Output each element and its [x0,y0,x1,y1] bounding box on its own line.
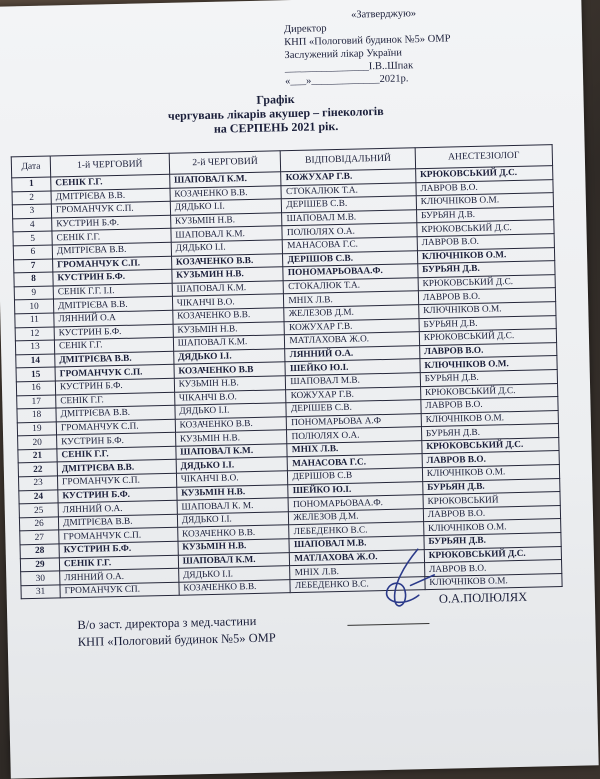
date-cell: 9 [14,286,53,300]
anesthesiologist-cell: БУРЬЯН Д.В. [423,478,560,495]
date-cell: 14 [16,354,55,368]
responsible-cell: ДЕРІШЕВ С.В. [286,400,421,417]
date-cell: 1 [12,177,51,191]
responsible-cell: ЛЕБЕДЕНКО В.С. [290,576,425,593]
date-cell: 25 [19,503,58,517]
title-line-1: Графік [256,91,295,107]
handwritten-signature [374,545,446,617]
title-line-2: чергувань лікарів акушер – гінекологів [167,103,384,123]
second-duty-cell: ДЯДЬКО І.І. [177,512,289,528]
second-duty-cell: КОЗАЧЕНКО В.В. [175,416,287,432]
first-duty-cell: ДМІТРІЄВА В.В. [51,188,170,204]
anesthesiologist-cell: БУРЬЯН Д.В. [424,533,561,550]
anesthesiologist-cell: КЛЮЧНІКОВ О.М. [420,356,557,373]
date-cell: 8 [14,272,53,286]
second-duty-cell: КУЗЬМІН Н.В. [178,539,290,555]
second-duty-cell: КУЗЬМІН Н.В. [170,213,282,229]
first-duty-cell: СЕНІК Г.Г. [59,555,178,571]
anesthesiologist-cell: ЛАВРОВ В.О. [424,560,561,577]
date-cell: 26 [19,517,58,531]
responsible-cell: МАТЛАХОВА Ж.О. [285,332,420,349]
second-duty-cell: ДЯДЬКО І.І. [176,457,288,473]
anesthesiologist-cell: КРЮКОВСЬКИЙ Д.С. [420,383,557,400]
date-cell: 18 [17,408,56,422]
date-cell: 7 [14,259,53,273]
responsible-cell: ШАПОВАЛ М.В. [286,373,421,390]
responsible-cell: МАНАСОВА Г.С. [283,237,418,254]
responsible-cell: ПОНОМАРЬОВА А.Ф [287,413,422,430]
anesthesiologist-cell: КРЮКОВСЬКИЙ [423,492,560,509]
header-anesthesiologist: АНЕСТЕЗІОЛОГ [415,145,553,169]
anesthesiologist-cell: БУРЬЯН Д.В. [419,315,556,332]
table-body [12,166,562,600]
first-duty-cell: ЛЯННИЙ О.А. [60,568,179,584]
second-duty-cell: КУЗЬМІН Н.В. [177,484,289,500]
anesthesiologist-cell: ЛАВРОВ В.О. [422,451,559,468]
second-duty-cell: ШАПОВАЛ К.М. [171,226,283,242]
first-duty-cell: ГРОМАНЧУК С.П. [55,365,174,381]
second-duty-cell: КУЗЬМИН Н.В. [172,267,284,283]
first-duty-cell: СЕНІК Г.Г. І.І. [53,283,172,299]
second-duty-cell: ШАПОВАЛ К.М. [178,552,290,568]
second-duty-cell: ШАПОВАЛ К.М. [176,444,288,460]
second-duty-cell: КОЗАЧЕНКО В.В. [170,185,282,201]
responsible-cell: ШЕЙКО Ю.І. [288,481,423,498]
approval-honor-title: Заслужений лікар України [284,47,403,62]
second-duty-cell: КОЗАЧЕНКО В.В. [177,525,289,541]
footer-block [77,606,558,651]
second-duty-cell: КУЗЬМІН Н.В. [175,430,287,446]
date-cell: 10 [14,299,53,313]
second-duty-cell: ШАПОВАЛ К.М. [172,281,284,297]
anesthesiologist-cell: КЛЮЧНІКОВ О.М. [421,410,558,427]
second-duty-cell: КОЗАЧЕНКО В.В. [171,253,283,269]
anesthesiologist-cell: ЛАВРОВ В.О. [419,342,556,359]
responsible-cell: ПОНОМАРЬОВАА.Ф. [288,495,423,512]
header-second-duty: 2-й ЧЕРГОВИЙ [169,151,281,175]
date-cell: 28 [20,544,59,558]
anesthesiologist-cell: КЛЮЧНІКОВ О.М. [423,519,560,536]
first-duty-cell: КУСТРИН Б.Ф. [54,324,173,340]
first-duty-cell: ЛЯННИЙ О.А. [58,500,177,516]
second-duty-cell: ЧІКАНЧІ В.О. [172,294,284,310]
second-duty-cell: ДЯДЬКО І.І. [170,199,282,215]
anesthesiologist-cell: ЛАВРОВ В.О. [423,505,560,522]
anesthesiologist-cell: КЛЮЧНІКОВ О.М. [425,573,562,590]
anesthesiologist-cell: БУРЬЯН Д.В. [418,261,555,278]
responsible-cell: МНІХ Л.В. [287,441,422,458]
anesthesiologist-cell: БУРЬЯН Д.В. [416,206,553,223]
first-duty-cell: КУСТРИН Б.Ф. [59,541,178,557]
date-cell: 21 [18,449,57,463]
first-duty-cell: КУСТРИН Б.Ф. [53,269,172,285]
second-duty-cell: ДЯДЬКО І.І. [173,348,285,364]
responsible-cell: ЛЕБЕДЕНКО В.С. [289,522,424,539]
date-cell: 24 [19,490,58,504]
first-duty-cell: ГРОМАНЧУК С.П. [56,419,175,435]
responsible-cell: ПОЛЮЛЯХ О.А. [287,427,422,444]
date-cell: 22 [18,462,57,476]
date-cell: 30 [21,571,60,585]
anesthesiologist-cell: КРЮКОВСЬКИЙ Д.С. [419,329,556,346]
footer-position: В/о заст. директора з мед.частини [77,613,257,633]
approval-stamp: «Затверджую» [350,8,417,21]
first-duty-cell: КУСТРИН Б.Ф. [55,378,174,394]
header-date: Дата [11,156,50,178]
first-duty-cell: ДМІТРІЄВА В.В. [52,242,171,258]
responsible-cell: ШАПОВАЛ М.В. [282,210,417,227]
second-duty-cell: ЧІКАНЧІ В.О. [174,389,286,405]
responsible-cell: ДЕРІШОВ С.В [288,468,423,485]
date-cell: 27 [20,530,59,544]
date-cell: 4 [13,218,52,232]
responsible-cell: МАТЛАХОВА Ж.О. [290,549,425,566]
date-cell: 29 [20,558,59,572]
responsible-cell: ШЕЙКО Ю.І. [285,359,420,376]
anesthesiologist-cell: КЛЮЧНІКОВ О.М. [416,193,553,210]
header-responsible: ВІДПОВІДАЛЬНИЙ [281,148,416,172]
responsible-cell: ЖЕЛЕЗОВ Д.М. [289,508,424,525]
first-duty-cell: ГРОМАНЧУК СП. [60,582,179,598]
approval-director: Директор [283,23,327,36]
signer-name: О.А.ПОЛЮЛЯХ [438,589,528,606]
date-cell: 20 [18,435,57,449]
second-duty-cell: КУЗЬМІН Н.В. [173,321,285,337]
first-duty-cell: ДМІТРІЄВА В.В. [58,514,177,530]
second-duty-cell: ШАПОВАЛ К. М. [177,498,289,514]
date-cell: 5 [13,231,52,245]
anesthesiologist-cell: КЛЮЧНІКОВ О.М. [422,465,559,482]
first-duty-cell: ГРОМАНЧУК С.П. [57,473,176,489]
first-duty-cell: ЛЯННИЙ О.А [54,310,173,326]
date-cell: 16 [16,381,55,395]
responsible-cell: КОЖУХАР Г.В. [281,169,416,186]
date-cell: 2 [12,191,51,205]
anesthesiologist-cell: КРЮКОВСЬКИЙ Д.С. [424,546,561,563]
first-duty-cell: ДМІТРІЄВА В.В. [53,297,172,313]
responsible-cell: СТОКАЛЮК Т.А. [281,182,416,199]
first-duty-cell: КУСТРИН Б.Ф. [58,487,177,503]
anesthesiologist-cell: БУРЬЯН Д.В. [420,369,557,386]
date-cell: 23 [18,476,57,490]
anesthesiologist-cell: БУРЬЯН Д.В. [421,424,558,441]
date-cell: 31 [21,585,60,599]
second-duty-cell: ШАПОВАЛ К.М. [169,172,281,188]
first-duty-cell: КУСТРИН Б.Ф. [57,433,176,449]
anesthesiologist-cell: КРЮКОВСЬКИЙ Д.С. [417,220,554,237]
responsible-cell: ПОНОМАРЬОВАА.Ф. [283,264,418,281]
first-duty-cell: ДМІТРІЄВА В.В. [55,351,174,367]
responsible-cell: МНІХ Л.В. [284,291,419,308]
second-duty-cell: КУЗЬМІН Н.В. [174,376,286,392]
approval-signature-line: ________________І.В..Шпак [284,60,414,75]
anesthesiologist-cell: КЛЮЧНІКОВ О.М. [419,302,556,319]
first-duty-cell: ГРОМАНЧУК С.П. [53,256,172,272]
anesthesiologist-cell: ЛАВРОВ В.О. [417,234,554,251]
first-duty-cell: СЕНІК Г.Г. [56,392,175,408]
anesthesiologist-cell: ЛАВРОВ В.О. [418,288,555,305]
duty-schedule-table [11,144,563,600]
second-duty-cell: ШАПОВАЛ К.М. [173,335,285,351]
footer-organization: КНП «Пологовий будинок №5» ОМР [77,630,276,650]
first-duty-cell: СЕНІК Г.Г. [57,446,176,462]
first-duty-cell: ДМІТРІЄВА В.В. [57,460,176,476]
second-duty-cell: ДЯДЬКО І.І. [171,240,283,256]
responsible-cell: ЛЯННИЙ О.А. [285,345,420,362]
date-cell: 13 [15,340,54,354]
anesthesiologist-cell: ЛАВРОВ В.О. [421,397,558,414]
date-cell: 11 [15,313,54,327]
title-line-3: на СЕРПЕНЬ 2021 рік. [213,118,339,136]
first-duty-cell: СЕНІК Г.Г. [52,229,171,245]
first-duty-cell: ДМІТРІЄВА В.В. [56,405,175,421]
responsible-cell: ДЕРІШЕВ С.В. [282,196,417,213]
first-duty-cell: КУСТРИН Б.Ф. [52,215,171,231]
date-cell: 12 [15,327,54,341]
anesthesiologist-cell: КРЮКОВСЬКИЙ Д.С. [418,274,555,291]
responsible-cell: ЖЕЛЕЗОВ Д.М. [284,305,419,322]
responsible-cell: ДЕРІШОВ С.В. [283,250,418,267]
document-title [0,86,556,141]
approval-organization: КНП «Пологовий будинок №5» ОМР [284,33,451,49]
second-duty-cell: КОЗАЧЕНКО В.В [174,362,286,378]
responsible-cell: КОЖУХАР Г.В. [286,386,421,403]
responsible-cell: МНІХ Л.В. [290,563,425,580]
second-duty-cell: КОЗАЧЕНКО В.В. [172,308,284,324]
responsible-cell: ШАПОВАЛ М.В. [289,536,424,553]
approval-date-line: «___»_____________2021р. [284,73,409,88]
first-duty-cell: ГРОМАНЧУК С.П. [59,528,178,544]
date-cell: 15 [16,367,55,381]
responsible-cell: СТОКАЛЮК Т.А. [284,277,419,294]
responsible-cell: КОЖУХАР Г.В. [284,318,419,335]
second-duty-cell: ДЯДЬКО І.І. [175,403,287,419]
second-duty-cell: ЧІКАНЧІ В.О. [176,471,288,487]
header-first-duty: 1-й ЧЕРГОВИЙ [50,153,169,177]
first-duty-cell: СЕНІК Г.Г. [51,174,170,190]
date-cell: 17 [17,394,56,408]
second-duty-cell: КОЗАЧЕНКО В.В. [179,579,291,595]
anesthesiologist-cell: КРЮКОВСЬКИЙ Д.С. [422,437,559,454]
first-duty-cell: ГРОМАНЧУК С.П. [51,201,170,217]
date-cell: 6 [13,245,52,259]
second-duty-cell: ДЯДЬКО І.І. [178,566,290,582]
date-cell: 3 [12,204,51,218]
approval-block [283,4,545,88]
anesthesiologist-cell: ЛАВРОВ В.О. [416,179,553,196]
first-duty-cell: СЕНІК Г.Г. [54,337,173,353]
responsible-cell: ПОЛЮЛЯХ О.А. [282,223,417,240]
date-cell: 19 [17,422,56,436]
anesthesiologist-cell: КЛЮЧНІКОВ О.М. [417,247,554,264]
anesthesiologist-cell: КРЮКОВСЬКИЙ Д.С. [415,166,552,183]
responsible-cell: МАНАСОВА Г.С. [288,454,423,471]
